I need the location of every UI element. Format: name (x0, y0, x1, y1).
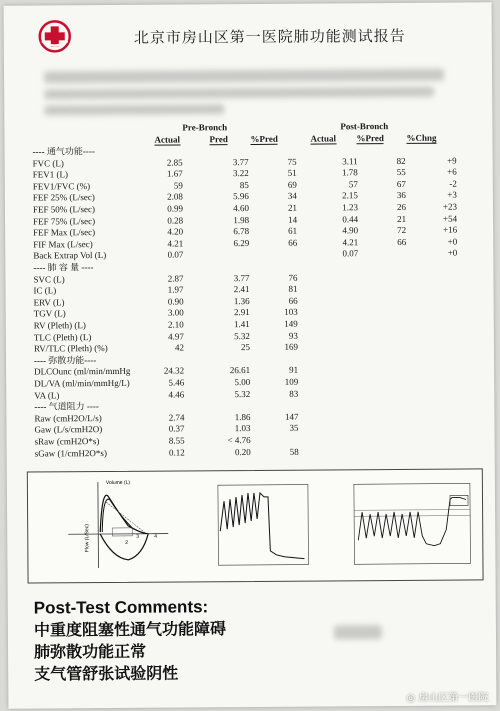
post-pct-pred-cell: 72 (397, 225, 407, 236)
watermark-text: 房山区第一医院 (418, 692, 489, 704)
pct-pred-cell: 103 (284, 307, 298, 318)
actual-cell: 59 (173, 180, 183, 191)
actual-cell: 2.87 (167, 273, 184, 284)
label-cell: sRaw (cmH2O*s) (34, 436, 100, 447)
label-cell: FEF 75% (L/sec) (33, 215, 96, 227)
comment-line-2: 肺弥散功能正常 (33, 641, 147, 662)
actual-cell: 3.00 (167, 307, 184, 318)
actual-cell: 42 (174, 342, 184, 353)
label-cell: VA (L) (34, 389, 60, 401)
actual-cell: 2.08 (167, 191, 183, 202)
plethysmography-chart (198, 470, 329, 581)
actual-cell: 1.97 (167, 284, 184, 295)
post-pct-pred-cell: 55 (396, 167, 406, 178)
post-pct-pred-cell: 66 (397, 236, 407, 247)
pred-header: Pred (209, 134, 228, 145)
actual-header: Actual (154, 134, 181, 145)
airway-resistance-chart (340, 469, 481, 580)
pred-cell: 6.78 (233, 226, 250, 237)
actual-cell: 24.32 (163, 365, 185, 376)
label-cell: IC (L) (33, 285, 57, 296)
label-cell: ---- 通气功能---- (32, 146, 95, 157)
pct-chng-cell: +9 (447, 155, 457, 166)
svg-text:3: 3 (136, 533, 140, 540)
post-actual-cell: 3.11 (342, 155, 358, 166)
svg-text:4: 4 (154, 533, 158, 540)
pct-pred-cell: 76 (288, 272, 298, 283)
pred-cell: 5.96 (233, 191, 249, 202)
pct-pred-cell: 83 (289, 388, 299, 399)
actual-cell: 2.85 (166, 157, 183, 168)
label-cell: RV (Pleth) (L) (33, 320, 86, 331)
comment-line-1: 中重度阻塞性通气功能障碍 (33, 619, 226, 640)
post-actual-cell: 1.78 (341, 167, 358, 178)
redacted-patient-info (44, 69, 444, 84)
label-cell: FEF Max (L/sec) (33, 227, 96, 238)
actual-cell: 4.46 (168, 389, 185, 400)
report-paper (4, 2, 497, 708)
redacted-signature (334, 625, 382, 639)
pct-pred-cell: 51 (287, 167, 297, 178)
pre-bronch-header: Pre-Bronch (182, 122, 228, 133)
pct-pred-cell: 21 (287, 202, 298, 213)
comment-line-3: 支气管舒张试验阴性 (34, 663, 179, 684)
pct-pred-cell: 147 (284, 411, 299, 422)
pred-cell: 3.77 (232, 156, 249, 167)
pred-cell: 5.00 (234, 376, 251, 388)
label-cell: ---- 肺 容 量 ---- (33, 262, 94, 273)
pct-chng-cell: +16 (443, 224, 458, 235)
label-cell: FIF Max (L/sec) (33, 238, 93, 250)
label-cell: FEV1 (L) (32, 169, 69, 180)
pct-chng-cell: +54 (442, 213, 458, 224)
pred-cell: 25 (240, 342, 250, 353)
flow-volume-xlabel: Volume (L) (105, 479, 131, 487)
label-cell: ---- 气道阻力 ---- (34, 401, 99, 412)
pct-pred-cell: 81 (288, 283, 298, 294)
redacted-patient-info (44, 104, 224, 115)
label-cell: FVC (L) (32, 157, 64, 169)
actual-cell: 0.07 (167, 249, 184, 260)
pct-pred-header: %Pred (250, 133, 278, 144)
actual-cell: 4.20 (167, 226, 184, 237)
post-test-comments (34, 596, 227, 685)
label-cell: RV/TLC (Pleth) (%) (33, 343, 108, 354)
actual-cell: 8.55 (168, 435, 185, 446)
post-bronch-header: Post-Bronch (340, 121, 389, 132)
label-cell: ---- 弥散功能---- (33, 354, 97, 366)
pred-cell: 6.29 (233, 237, 250, 248)
svg-text:2: 2 (125, 539, 129, 546)
post-pct-pred-cell: 21 (397, 213, 407, 224)
label-cell: TLC (Pleth) (L) (33, 331, 92, 343)
redacted-patient-info (44, 87, 434, 100)
pct-pred-cell: 91 (289, 365, 299, 376)
actual-cell: 4.21 (167, 238, 184, 249)
pct-pred-cell: 14 (288, 214, 298, 225)
pct-chng-cell: +0 (447, 247, 458, 259)
hospital-logo-icon (38, 19, 72, 53)
pct-chng-header: %Chng (406, 132, 437, 143)
pct-pred-cell: 69 (287, 179, 297, 190)
post-actual-header: Actual (310, 133, 337, 144)
post-pct-pred-cell: 36 (396, 190, 406, 201)
post-actual-cell: 2.15 (342, 190, 358, 201)
report-title: 北京市房山区第一医院肺功能测试报告 (133, 26, 406, 47)
charts-panel (27, 468, 484, 583)
pred-cell: 26.61 (229, 365, 251, 376)
label-cell: FEF 50% (L/sec) (32, 204, 96, 215)
post-actual-cell: 4.21 (342, 237, 359, 248)
watermark-icon: ◎ (406, 692, 419, 704)
pct-chng-cell: -2 (449, 178, 457, 189)
pred-cell: 2.41 (233, 284, 250, 295)
pct-pred-cell: 58 (289, 446, 299, 457)
post-pct-pred-cell: 26 (396, 201, 407, 212)
post-pct-pred-cell: 67 (396, 178, 406, 189)
actual-cell: 2.74 (168, 412, 185, 423)
post-actual-cell: 57 (348, 179, 358, 190)
actual-cell: 0.90 (167, 296, 184, 307)
pct-chng-cell: +0 (447, 236, 458, 247)
pct-pred-cell: 35 (289, 423, 299, 434)
pct-pred-cell: 149 (284, 318, 298, 329)
actual-cell: 0.99 (167, 203, 184, 214)
pred-cell: 2.91 (233, 307, 250, 318)
pred-cell: 1.86 (234, 411, 251, 422)
label-cell: ERV (L) (33, 297, 65, 308)
pct-pred-cell: 75 (287, 156, 297, 167)
actual-cell: 5.46 (168, 377, 185, 388)
pred-cell: 0.20 (234, 446, 251, 457)
actual-cell: 0.37 (168, 423, 185, 434)
pred-cell: 4.60 (233, 203, 250, 214)
pred-cell: 1.03 (234, 423, 251, 434)
flow-volume-ylabel: Flow (L/Sec) (84, 524, 91, 553)
pred-cell: 1.36 (233, 295, 250, 306)
label-cell: Gaw (L/s/cmH2O) (34, 424, 103, 435)
actual-cell: 1.67 (166, 168, 183, 179)
post-actual-cell: 0.07 (342, 248, 359, 259)
table-row (35, 445, 475, 459)
pct-pred-cell: 34 (287, 191, 297, 202)
pred-cell: 3.22 (232, 168, 249, 179)
pct-pred-cell: 61 (288, 225, 298, 236)
pct-chng-cell: +3 (447, 189, 457, 201)
actual-cell: 0.12 (168, 447, 185, 458)
actual-cell: 0.28 (167, 215, 184, 226)
pct-pred-cell: 66 (288, 295, 298, 306)
flow-volume-chart (28, 471, 189, 582)
comments-heading: Post-Test Comments: (33, 597, 209, 618)
post-actual-cell: 1.23 (342, 202, 359, 213)
pct-pred-cell: 93 (288, 330, 298, 341)
label-cell: DLCOunc (ml/min/mmHg (34, 366, 131, 377)
watermark (406, 688, 488, 704)
pred-cell: 5.32 (234, 388, 251, 399)
pct-pred-cell: 109 (284, 376, 299, 387)
label-cell: FEV1/FVC (%) (32, 180, 91, 192)
post-actual-cell: 4.90 (342, 225, 359, 236)
pred-cell: < 4.76 (227, 434, 251, 446)
label-cell: TGV (L) (33, 308, 66, 319)
label-cell: Raw (cmH2O/L/s) (34, 412, 102, 424)
label-cell: DL/VA (ml/min/mmHg/L) (34, 377, 130, 389)
pred-cell: 5.32 (234, 330, 250, 341)
label-cell: FEF 25% (L/sec) (32, 192, 95, 203)
actual-cell: 2.10 (167, 319, 184, 330)
label-cell: SVC (L) (33, 273, 65, 285)
label-cell: sGaw (1/cmH2O*s) (34, 447, 107, 459)
label-cell: Back Extrap Vol (L) (33, 250, 107, 261)
pred-cell: 1.98 (233, 214, 250, 225)
post-pct-pred-header: %Pred (356, 133, 384, 144)
pct-pred-cell: 66 (288, 237, 298, 248)
pred-cell: 1.41 (233, 319, 250, 330)
post-actual-cell: 0.44 (342, 213, 359, 224)
pred-cell: 3.77 (233, 272, 250, 283)
actual-cell: 4.97 (168, 331, 184, 342)
pct-chng-cell: +23 (442, 201, 458, 212)
pct-chng-cell: +6 (447, 166, 457, 177)
post-pct-pred-cell: 82 (396, 155, 406, 166)
pred-cell: 85 (239, 179, 249, 190)
pct-pred-cell: 169 (284, 341, 298, 352)
